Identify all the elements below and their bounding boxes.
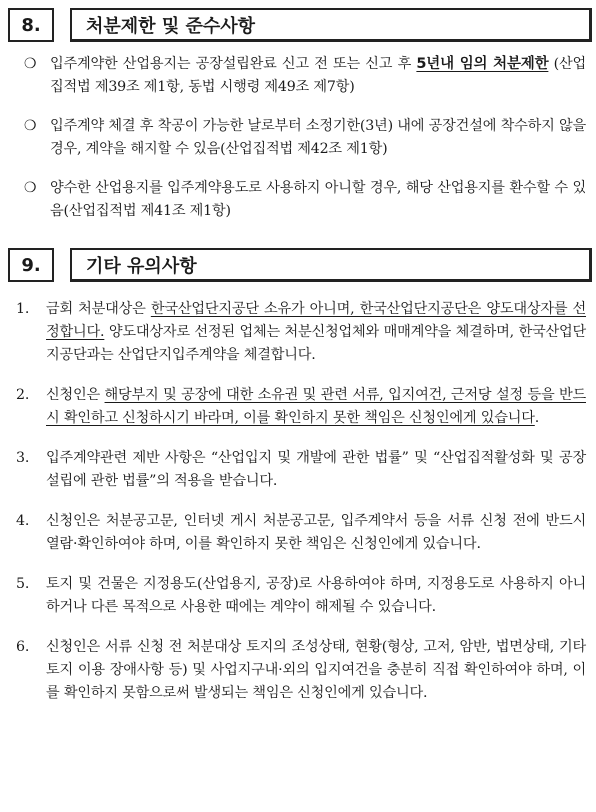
section-9-list xyxy=(8,298,586,722)
item-text: 신청인은 서류 신청 전 처분대상 토지의 조성상태, 현황(형상, 고저, 암반, 법면상태, 기타 토지 이용 장애사항 등) 및 사업지구내·외의 입지여건을 충분히 직접 확인하여야 하며, 이를 확인하지 못함으로써 발생되는 책임은 신청인에게 있습니다. xyxy=(46,639,586,701)
section-8-header xyxy=(8,8,592,42)
item-text: 신청인은 xyxy=(46,387,105,403)
list-item xyxy=(8,573,586,619)
item-text: . xyxy=(534,410,540,426)
item-text: 입주계약 체결 후 착공이 가능한 날로부터 소정기한(3년) 내에 공장건설에 착수하지 않을 경우, 계약을 해지할 수 있음(산업집적법 제42조 제1항) xyxy=(50,118,586,157)
list-item xyxy=(8,115,586,161)
item-number: 4. xyxy=(16,513,30,529)
item-number: 2. xyxy=(16,387,30,403)
item-text: 양수한 산업용지를 입주계약용도로 사용하지 아니할 경우, 해당 산업용지를 환수할 수 있음(산업집적법 제41조 제1항) xyxy=(50,180,586,219)
bullet-marker: ❍ xyxy=(24,180,37,196)
item-number: 3. xyxy=(16,450,30,466)
item-text: 신청인은 처분공고문, 인터넷 게시 처분공고문, 입주계약서 등을 서류 신청 전에 반드시 열람·확인하여야 하며, 이를 확인하지 못한 책임은 신청인에게 있습니다. xyxy=(46,513,586,552)
item-text: 금회 처분대상은 xyxy=(46,301,151,317)
section-number: 8. xyxy=(8,8,54,42)
item-number: 6. xyxy=(16,639,30,655)
item-text: 양도대상자로 선정된 업체는 처분신청업체와 매매계약을 체결하며, 한국산업단지공단과는 산업단지입주계약을 체결합니다. xyxy=(46,324,586,363)
section-title: 처분제한 및 준수사항 xyxy=(70,8,592,42)
item-emphasis: 5년내 임의 처분제한 xyxy=(416,56,549,72)
bullet-marker: ❍ xyxy=(24,118,37,134)
list-item xyxy=(8,53,586,99)
item-number: 5. xyxy=(16,576,30,592)
list-item xyxy=(8,636,586,705)
section-title: 기타 유의사항 xyxy=(70,248,592,282)
item-text: 토지 및 건물은 지정용도(산업용지, 공장)로 사용하여야 하며, 지정용도로 사용하지 아니하거나 다른 목적으로 사용한 때에는 계약이 해제될 수 있습니다. xyxy=(46,576,586,615)
section-number: 9. xyxy=(8,248,54,282)
section-9-header xyxy=(8,248,592,282)
item-text: (산업집적법 제39조 제1항, 동법 시행령 제49조 제7항) xyxy=(50,56,587,95)
list-item xyxy=(8,510,586,556)
item-underlined: 해당부지 및 공장에 대한 소유권 및 관련 서류, 입지여건, 근저당 설정 등을 반드시 확인하고 신청하시기 바라며, 이를 확인하지 못한 책임은 신청인에게 있습니다 xyxy=(46,387,586,426)
item-text: 입주계약관련 제반 사항은 “산업입지 및 개발에 관한 법률” 및 “산업집적활성화 및 공장설립에 관한 법률”의 적용을 받습니다. xyxy=(46,450,586,489)
item-number: 1. xyxy=(16,301,30,317)
item-underlined: 한국산업단지공단 소유가 아니며, 한국산업단지공단은 양도대상자를 선정합니다. xyxy=(46,301,587,340)
bullet-marker: ❍ xyxy=(24,56,37,72)
list-item xyxy=(8,298,586,367)
item-text: 입주계약한 산업용지는 공장설립완료 신고 전 또는 신고 후 xyxy=(50,56,417,72)
section-8-list xyxy=(8,53,586,239)
list-item xyxy=(8,177,586,223)
list-item xyxy=(8,447,586,493)
list-item xyxy=(8,384,586,430)
